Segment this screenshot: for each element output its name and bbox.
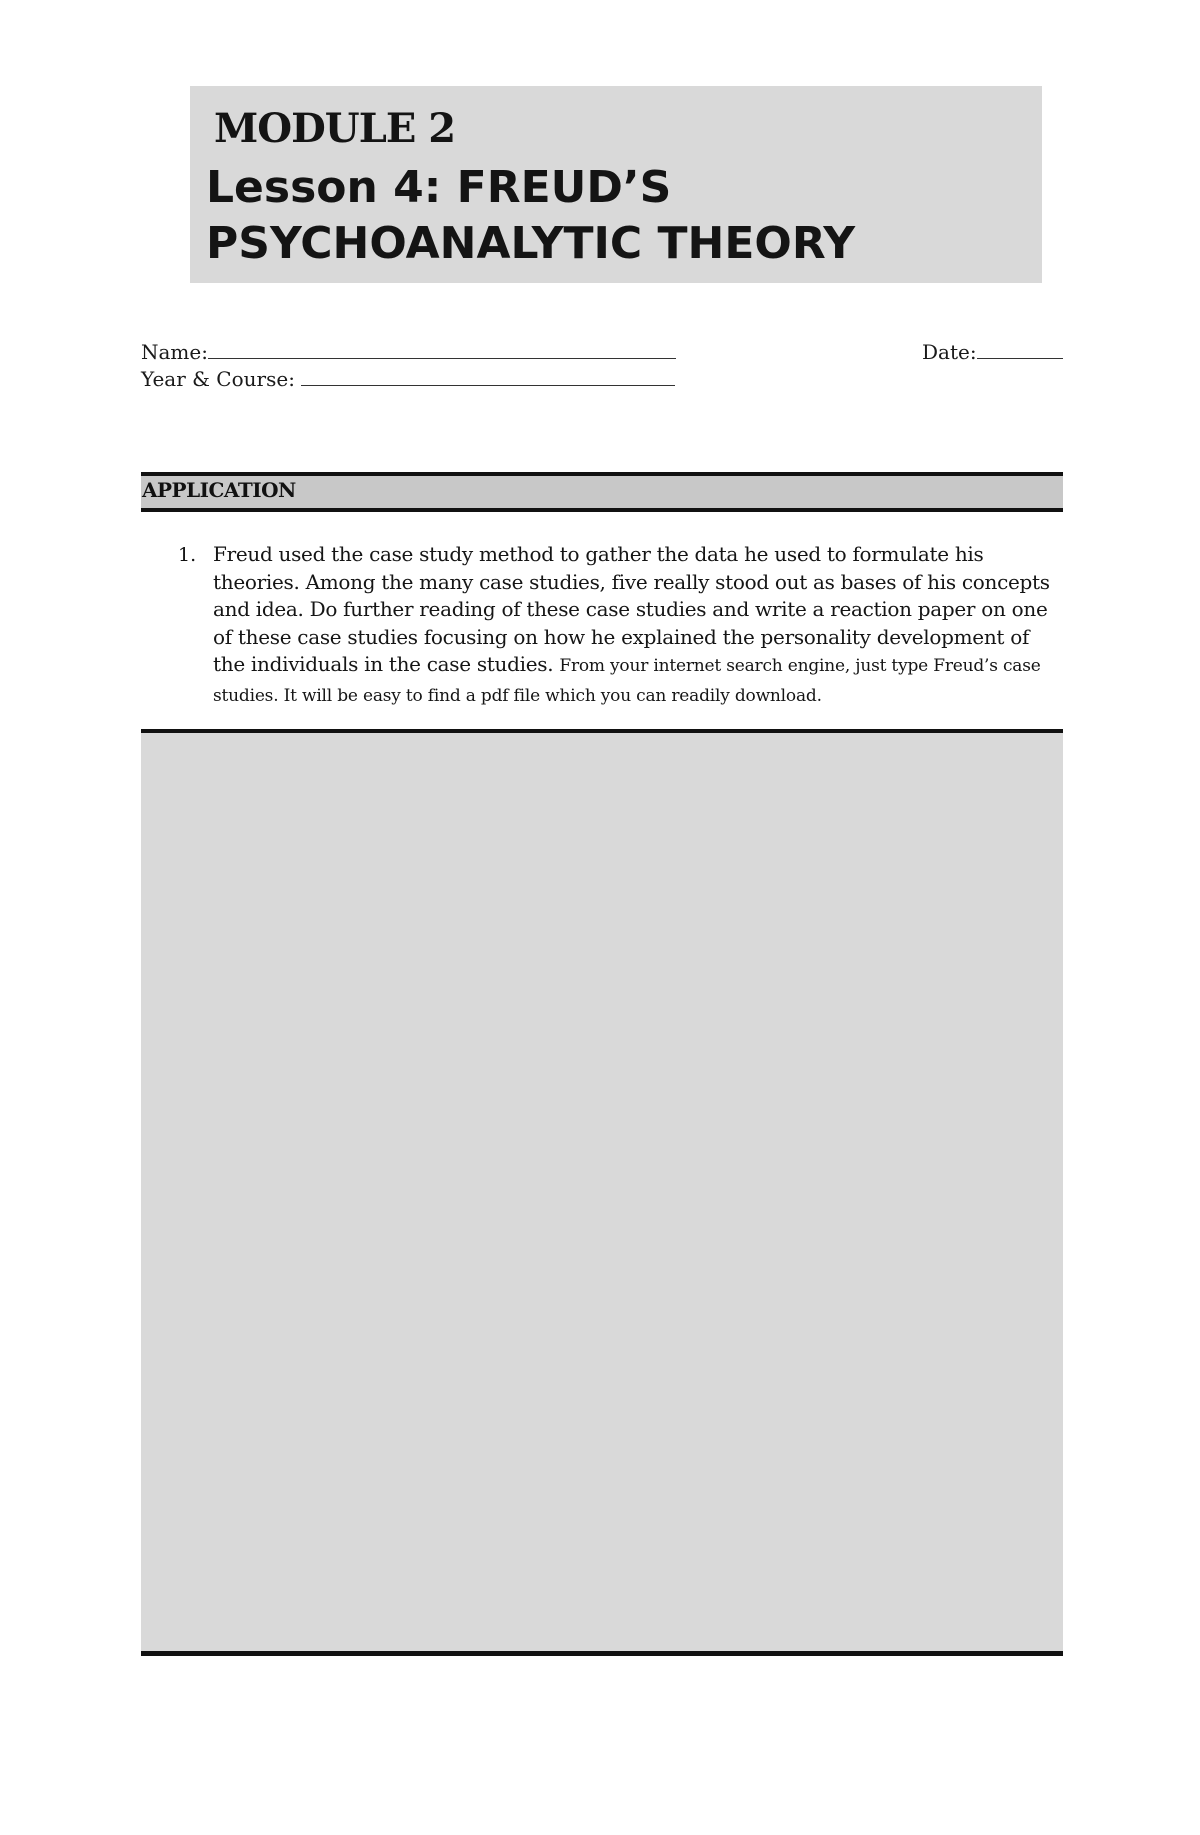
question-number: 1. bbox=[178, 544, 197, 566]
date-label: Date: bbox=[922, 340, 977, 364]
question-item bbox=[178, 541, 1058, 710]
lesson-title: Lesson 4: FREUD’S PSYCHOANALYTIC THEORY bbox=[206, 162, 856, 269]
title-banner bbox=[190, 86, 1042, 283]
date-field[interactable] bbox=[922, 340, 1063, 362]
year-course-blank-line[interactable] bbox=[301, 367, 675, 386]
answer-area[interactable] bbox=[141, 729, 1063, 1656]
name-blank-line[interactable] bbox=[208, 340, 676, 359]
year-course-label: Year & Course: bbox=[141, 367, 295, 391]
date-blank-line[interactable] bbox=[977, 340, 1063, 359]
name-field[interactable] bbox=[141, 340, 676, 362]
question-body: Freud used the case study method to gather the data he used to formulate his theories. Among the many case studies, five really stood out as bases of his concepts and idea. Do further reading of these case studies and write a reaction paper on one of these case studies focusing on how he explained the personality development of the individuals in the case studies. bbox=[213, 542, 1050, 676]
question-note: From your internet search engine, just type Freud’s case studies. It will be easy to find a pdf file which you can readily download. bbox=[213, 656, 1041, 706]
section-title: APPLICATION bbox=[142, 478, 296, 502]
question-text bbox=[213, 541, 1058, 710]
module-label: MODULE 2 bbox=[214, 105, 456, 152]
year-course-field[interactable] bbox=[141, 367, 675, 389]
name-label: Name: bbox=[141, 340, 208, 364]
application-section-header bbox=[141, 472, 1063, 512]
